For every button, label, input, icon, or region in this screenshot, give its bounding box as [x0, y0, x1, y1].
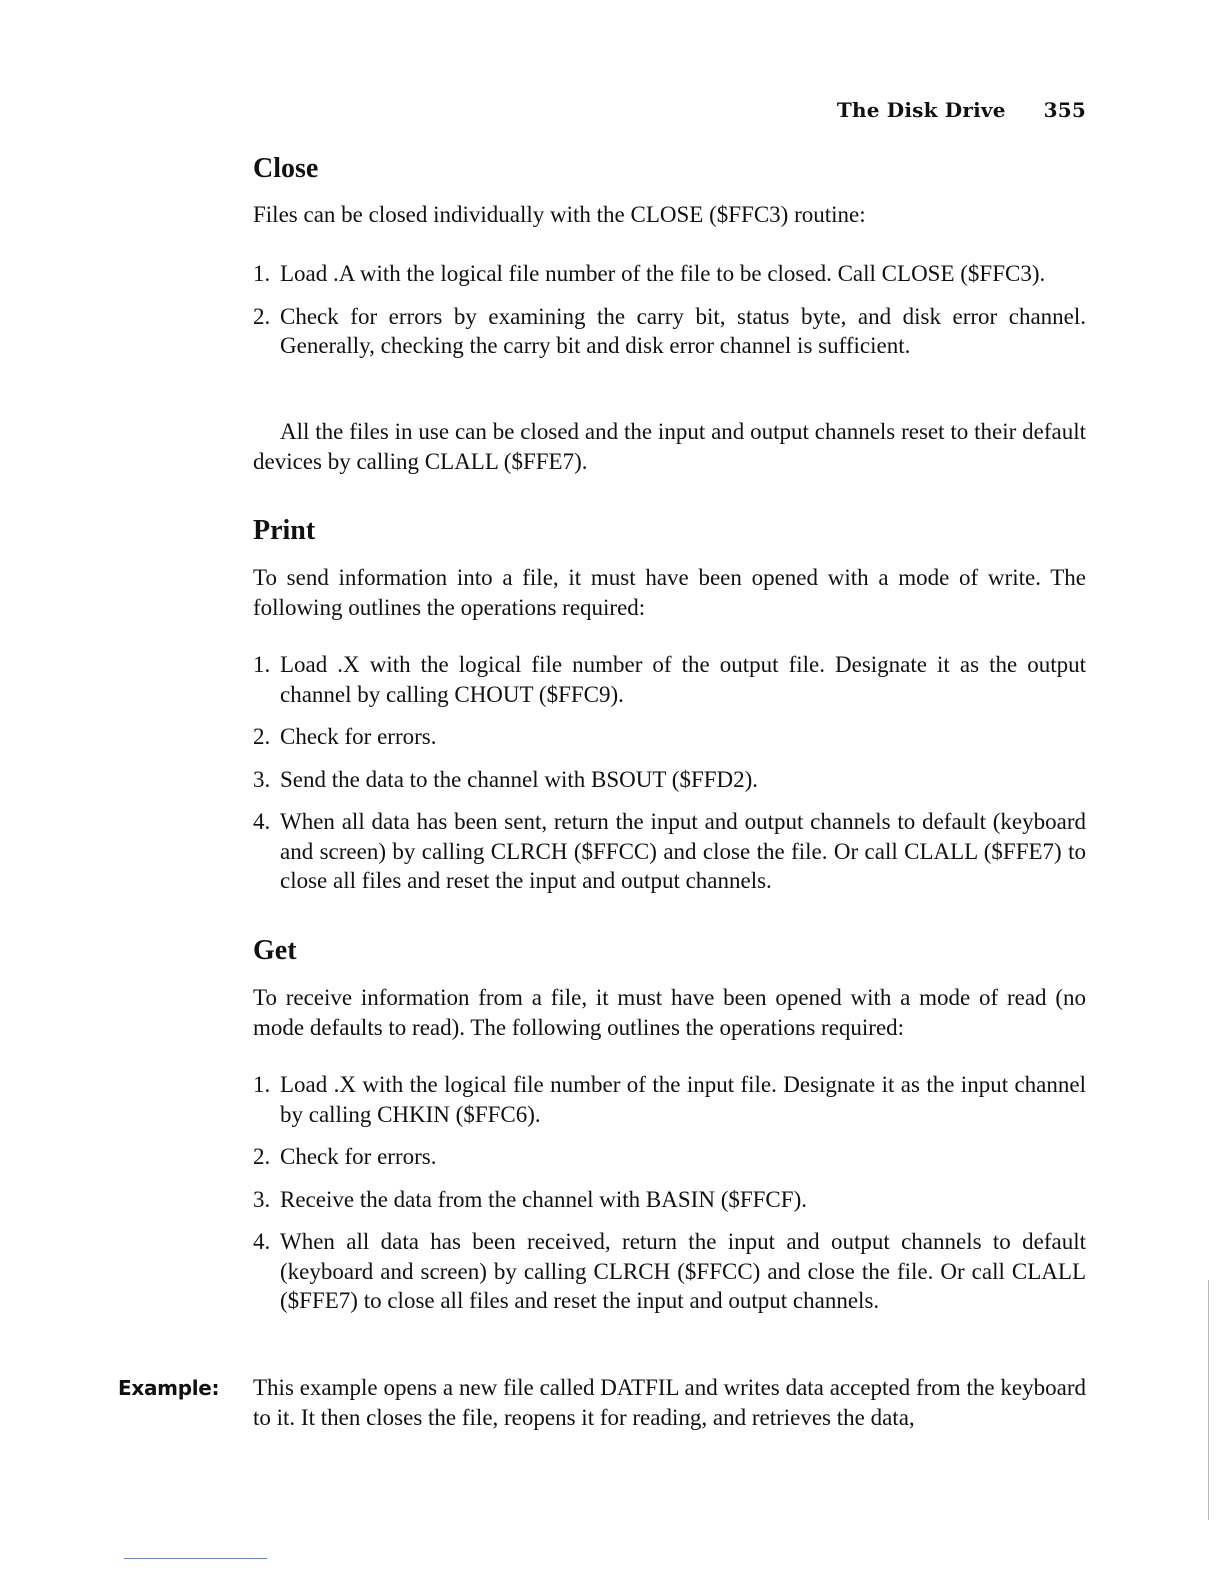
section-get-steps — [253, 1070, 1086, 1329]
step-number: 1. — [253, 261, 271, 286]
step-text: When all data has been sent, return the input and output channels to default (keyboard and screen) by calling CLRCH ($FFCC) and close the file. Or call CLALL ($FFE7) to close all files and reset the input and output channels. — [280, 809, 1086, 893]
list-item — [253, 765, 1086, 795]
step-number: 4. — [253, 809, 271, 834]
section-print-intro: To send information into a file, it must have been opened with a mode of write. The following outlines the operations required: — [253, 565, 1086, 620]
list-item — [253, 1142, 1086, 1172]
section-print-intro-block — [253, 563, 1086, 622]
list-item — [253, 722, 1086, 752]
section-close-steps — [253, 259, 1086, 374]
example-block — [253, 1373, 1086, 1432]
step-text: Check for errors by examining the carry bit, status byte, and disk error channel. Generally, checking the carry bit and disk error channel is sufficient. — [280, 303, 1086, 358]
step-text: Check for errors. — [280, 1144, 437, 1169]
step-number: 4. — [253, 1229, 271, 1254]
list-item — [253, 259, 1086, 289]
step-number: 2. — [253, 303, 271, 329]
step-number: 3. — [253, 766, 271, 792]
list-item — [253, 1070, 1086, 1129]
section-heading-print: Print — [253, 515, 316, 546]
section-heading-get: Get — [253, 935, 297, 966]
list-item — [253, 650, 1086, 709]
example-label: Example: — [118, 1376, 220, 1400]
list-item — [253, 807, 1086, 896]
get-step-list — [253, 1070, 1086, 1316]
step-text: Load .X with the logical file number of the input file. Designate it as the input channel by calling CHKIN ($FFC6). — [280, 1072, 1086, 1127]
step-number: 2. — [253, 1144, 271, 1169]
step-text: Receive the data from the channel with BASIN ($FFCF). — [280, 1186, 807, 1212]
section-get-heading-block — [253, 935, 1086, 967]
close-step-list — [253, 259, 1086, 361]
example-text: This example opens a new file called DATFIL and writes data accepted from the keyboard to it. It then closes the file, reopens it for reading, and retrieves the data, — [253, 1375, 1086, 1430]
list-item — [253, 302, 1086, 361]
step-number: 2. — [253, 724, 271, 749]
list-item — [253, 1227, 1086, 1316]
step-text: Load .X with the logical file number of the output file. Designate it as the output channel by calling CHOUT ($FFC9). — [280, 652, 1086, 707]
section-get-intro: To receive information from a file, it must have been opened with a mode of read (no mode defaults to read). The following outlines the operations required: — [253, 985, 1086, 1040]
section-close-intro: Files can be closed individually with the CLOSE ($FFC3) routine: — [253, 202, 866, 227]
running-head-title: The Disk Drive — [836, 98, 1006, 122]
step-text: Load .A with the logical file number of the file to be closed. Call CLOSE ($FFC3). — [280, 261, 1046, 286]
section-print-heading-block — [253, 515, 1086, 547]
step-number: 1. — [253, 652, 271, 677]
section-close-note-block — [253, 417, 1086, 476]
section-close-heading-block — [253, 153, 1086, 185]
step-text: Check for errors. — [280, 724, 437, 749]
step-number: 1. — [253, 1072, 271, 1097]
section-close-intro-block — [253, 200, 1086, 230]
footer-rule — [124, 1558, 267, 1559]
section-print-steps — [253, 650, 1086, 909]
section-close-note: All the files in use can be closed and the input and output channels reset to their default devices by calling CLALL ($FFE7). — [253, 419, 1086, 474]
print-step-list — [253, 650, 1086, 896]
section-heading-close: Close — [253, 153, 319, 184]
page-number: 355 — [1043, 98, 1086, 122]
section-get-intro-block — [253, 983, 1086, 1042]
page-edge-mark — [1208, 1280, 1209, 1520]
running-head — [0, 98, 1086, 122]
list-item — [253, 1185, 1086, 1215]
step-text: When all data has been received, return the input and output channels to default (keyboard and screen) by calling CLRCH ($FFCC) and close the file. Or call CLALL ($FFE7) to close all files and reset the input and output channels. — [280, 1229, 1086, 1313]
step-text: Send the data to the channel with BSOUT ($FFD2). — [280, 766, 759, 792]
step-number: 3. — [253, 1186, 271, 1212]
